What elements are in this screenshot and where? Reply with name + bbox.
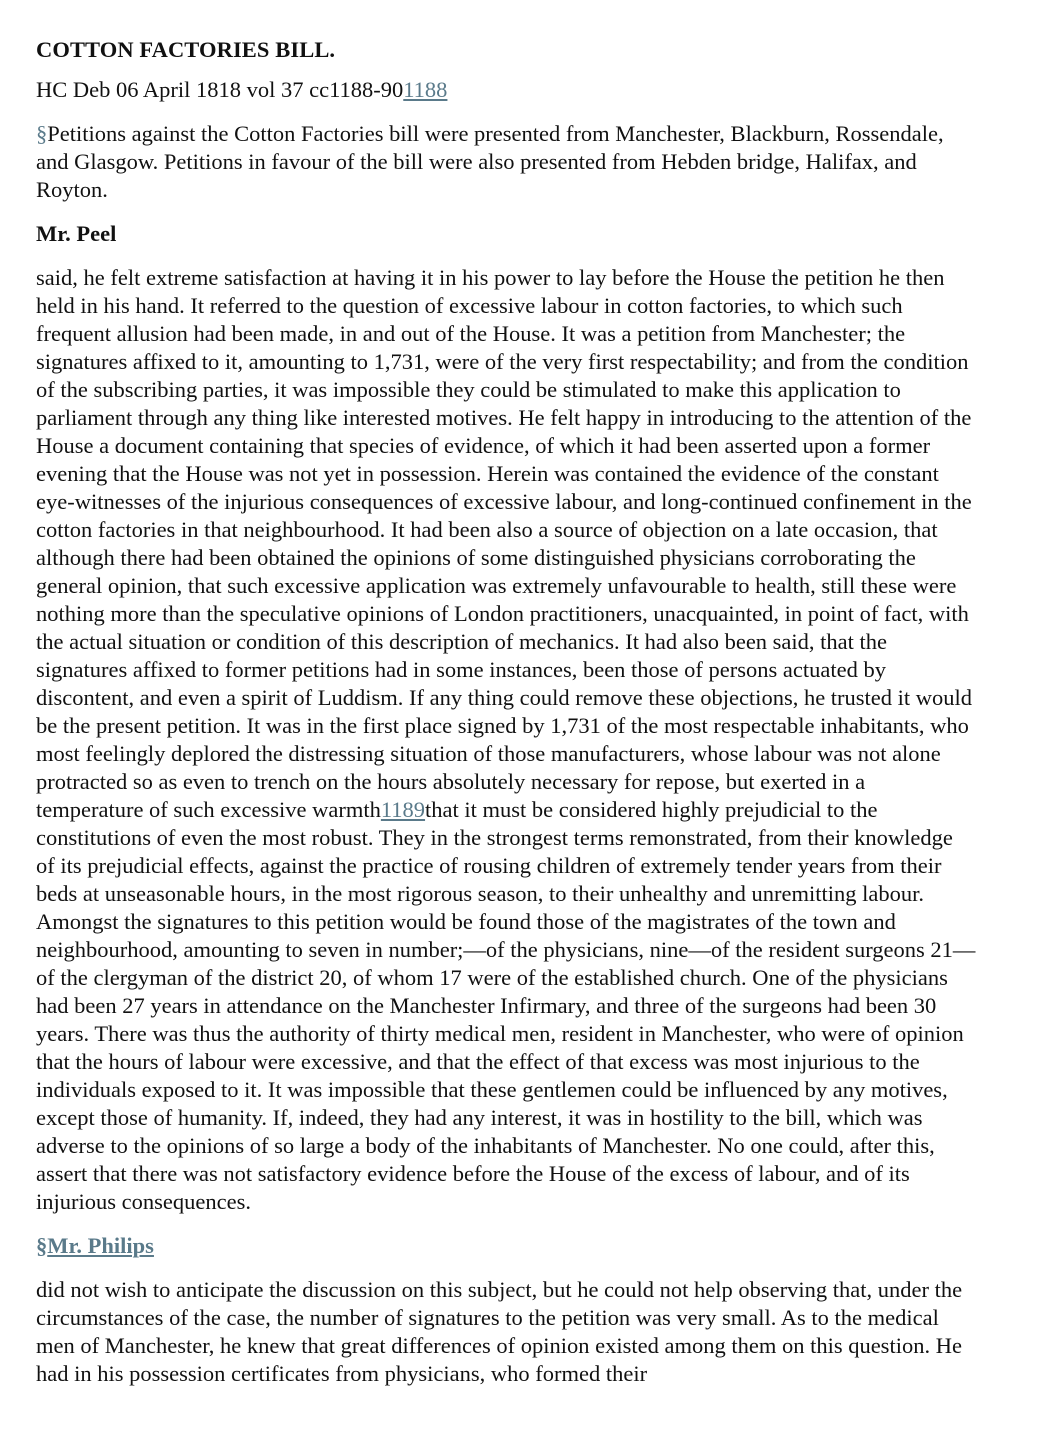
- speaker-philips-link[interactable]: Mr. Philips: [47, 1233, 154, 1258]
- section-mark-philips: §: [36, 1233, 48, 1258]
- citation-line: [36, 76, 976, 104]
- intro-text: Petitions against the Cotton Factories bill were presented from Manchester, Blackburn, Rossendale, and Glasgow. Petitions in favour of the bill were also presented from Hebden bridge, Halifax, and Royton.: [36, 121, 944, 202]
- section-mark: §: [36, 121, 48, 146]
- column-link-1189[interactable]: 1189: [380, 797, 426, 822]
- column-link-1188[interactable]: 1188: [403, 77, 448, 102]
- intro-paragraph: [36, 120, 976, 204]
- speech-peel-part1: said, he felt extreme satisfaction at having it in his power to lay before the House the petition he then held in his hand. It referred to the question of excessive labour in cotton factories, to which such frequent allusion had been made, in and out of the House. It was a petition from Manchester; the signatures affixed to it, amounting to 1,731, were of the very first respectability; and from the condition of the subscribing parties, it was impossible they could be stimulated to make this application to parliament through any thing like interested motives. He felt happy in introducing to the attention of the House a document containing that species of evidence, of which it had been asserted upon a former evening that the House was not yet in possession. Herein was contained the evidence of the constant eye-witnesses of the injurious consequences of excessive labour, and long-continued confinement in the cotton factories in that neighbourhood. It had been also a source of objection on a late occasion, that although there had been obtained the opinions of some distinguished physicians corroborating the general opinion, that such excessive application was extremely unfavourable to health, still these were nothing more than the speculative opinions of London practitioners, unacquainted, in point of fact, with the actual situation or condition of this description of mechanics. It had also been said, that the signatures affixed to former petitions had in some instances, been those of persons actuated by discontent, and even a spirit of Luddism. If any thing could remove these objections, he trusted it would be the present petition. It was in the first place signed by 1,731 of the most respectable inhabitants, who most feelingly deplored the distressing situation of those manufacturers, whose labour was not alone protracted so as even to trench on the hours absolutely necessary for repose, but exerted in a temperature of such excessive warmth: [36, 265, 973, 822]
- speech-philips: did not wish to anticipate the discussion on this subject, but he could not help observing that, under the circumstances of the case, the number of signatures to the petition was very small. As to the medical men of Manchester, he knew that great differences of opinion existed among them on this question. He had in his possession certificates from physicians, who formed their: [36, 1277, 963, 1386]
- debate-title: COTTON FACTORIES BILL.: [36, 37, 336, 62]
- speech-peel: [36, 264, 976, 1216]
- citation-text: HC Deb 06 April 1818 vol 37 cc1188-90: [36, 77, 404, 102]
- speaker-philips-heading: [36, 1232, 976, 1260]
- speaker-peel: Mr. Peel: [36, 221, 117, 246]
- speech-peel-part2: that it must be considered highly prejudicial to the constitutions of even the most robust. They in the strongest terms remonstrated, from their knowledge of its prejudicial effects, against the practice of rousing children of extremely tender years from their beds at unseasonable hours, in the most rigorous season, to their unhealthy and unremitting labour. Amongst the signatures to this petition would be found those of the magistrates of the town and neighbourhood, amounting to seven in number;—of the physicians, nine—of the resident surgeons 21—of the clergyman of the district 20, of whom 17 were of the established church. One of the physicians had been 27 years in attendance on the Manchester Infirmary, and three of the surgeons had been 30 years. There was thus the authority of thirty medical men, resident in Manchester, who were of opinion that the hours of labour were excessive, and that the effect of that excess was most injurious to the individuals exposed to it. It was impossible that these gentlemen could be influenced by any motives, except those of humanity. If, indeed, they had any interest, it was in hostility to the bill, which was adverse to the opinions of so large a body of the inhabitants of Manchester. No one could, after this, assert that there was not satisfactory evidence before the House of the excess of labour, and of its injurious consequences.: [36, 797, 976, 1214]
